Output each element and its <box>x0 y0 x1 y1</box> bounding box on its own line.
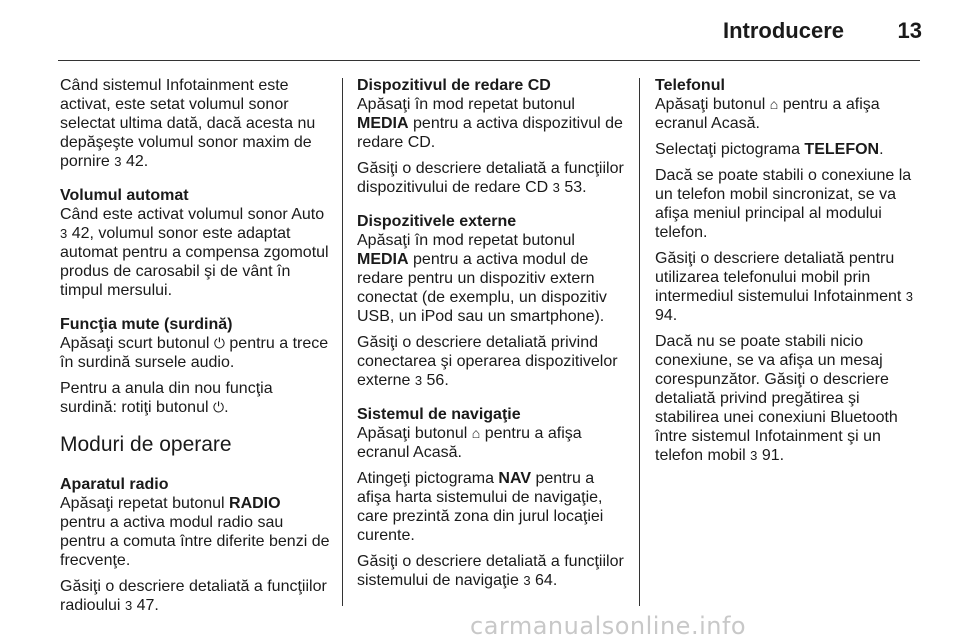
page-ref-arrow-icon: 3 <box>552 180 560 195</box>
page-ref-arrow-icon: 3 <box>750 448 758 463</box>
tel-paragraph-1: Apăsaţi butonul ⌂ pentru a afişa ecranul Acasă. <box>655 96 880 132</box>
header-divider <box>58 60 920 61</box>
page-ref-arrow-icon: 3 <box>114 154 122 169</box>
chapter-heading: Moduri de operare <box>60 433 232 456</box>
tel-paragraph-3: Dacă se poate stabili o conexiune la un telefon mobil sincronizat, se va afişa meniul principal al modului telefon. <box>655 167 912 241</box>
page-ref-arrow-icon: 3 <box>523 573 531 588</box>
nav-paragraph-1: Apăsaţi butonul ⌂ pentru a afişa ecranul Acasă. <box>357 425 582 461</box>
ext-paragraph-2: Găsiţi o descriere detaliată privind conectarea şi operarea dispozitivelor externe 3 56. <box>357 334 618 389</box>
column-divider-2 <box>639 78 640 606</box>
section-heading: Dispozitivele externe <box>357 213 517 230</box>
page-ref-arrow-icon: 3 <box>905 289 914 304</box>
section-heading: Volumul automat <box>60 187 189 204</box>
mute-paragraph-1: Apăsaţi scurt butonul ⏻ pentru a trece în surdină sursele audio. <box>60 335 329 371</box>
radio-paragraph-1: Apăsaţi repetat butonul RADIO pentru a activa modul radio sau pentru a comuta între diferite benzi de frecvenţe. <box>60 495 330 569</box>
column-middle <box>357 76 629 597</box>
radio-paragraph-2: Găsiţi o descriere detaliată a funcţiilor radioului 3 47. <box>60 578 327 614</box>
page-ref-arrow-icon: 3 <box>124 598 133 613</box>
tel-paragraph-2: Selectaţi pictograma TELEFON. <box>655 141 884 158</box>
power-icon: ⏻ <box>213 335 225 351</box>
page-ref-arrow-icon: 3 <box>60 226 68 241</box>
section-heading: Aparatul radio <box>60 476 169 493</box>
ext-paragraph-1: Apăsaţi în mod repetat butonul MEDIA pentru a activa modul de redare pentru un dispozitiv extern conectat (de exemplu, un dispozitiv USB, un iPod sau un smartphone). <box>357 232 607 325</box>
power-icon: ⏻ <box>212 399 225 415</box>
tel-paragraph-5: Dacă nu se poate stabili nicio conexiune, se va afişa un mesaj corespunzător. Găsiţi o descriere detaliată privind pregătirea şi stabilirea unei conexiuni Bluetooth între sistemul Infotainment şi un telefon mobil 3 91. <box>655 333 898 464</box>
page-title: Introducere <box>722 18 844 43</box>
section-heading: Telefonul <box>655 77 725 94</box>
tel-paragraph-4: Găsiţi o descriere detaliată pentru utilizarea telefonului mobil prin intermediul sistemului Infotainment 3 94. <box>655 250 914 324</box>
page-ref-arrow-icon: 3 <box>414 373 423 388</box>
page-header <box>0 0 960 60</box>
cd-paragraph-1: Apăsaţi în mod repetat butonul MEDIA pentru a activa dispozitivul de redare CD. <box>357 96 623 151</box>
section-heading: Dispozitivul de redare CD <box>357 77 551 94</box>
watermark: carmanualsonline.info <box>470 612 747 640</box>
nav-paragraph-2: Atingeţi pictograma NAV pentru a afişa harta sistemului de navigaţie, care prezintă zona din jurul locaţiei curente. <box>357 470 604 544</box>
mute-paragraph-2: Pentru a anula din nou funcţia surdină: rotiţi butonul ⏻. <box>60 380 273 416</box>
home-icon: ⌂ <box>769 96 779 112</box>
column-right <box>655 76 925 472</box>
nav-paragraph-3: Găsiţi o descriere detaliată a funcţiilor sistemului de navigaţie 3 64. <box>357 553 624 589</box>
column-divider-1 <box>342 78 343 606</box>
column-left <box>60 76 330 622</box>
intro-paragraph: Când sistemul Infotainment este activat, este setat volumul sonor selectat ultima dată, dacă acesta nu depăşeşte volumul sonor maxim de pornire 3 42. <box>60 77 316 170</box>
section-heading: Sistemul de navigaţie <box>357 406 521 423</box>
page-number: 13 <box>897 18 922 43</box>
cd-paragraph-2: Găsiţi o descriere detaliată a funcţiilor dispozitivului de redare CD 3 53. <box>357 160 624 196</box>
home-icon: ⌂ <box>471 425 481 441</box>
auto-volume-paragraph: Când este activat volumul sonor Auto 3 42, volumul sonor este adaptat automat pentru a compensa zgomotul produs de carosabil şi de vânt în timpul mersului. <box>60 206 329 299</box>
section-heading: Funcţia mute (surdină) <box>60 316 233 333</box>
